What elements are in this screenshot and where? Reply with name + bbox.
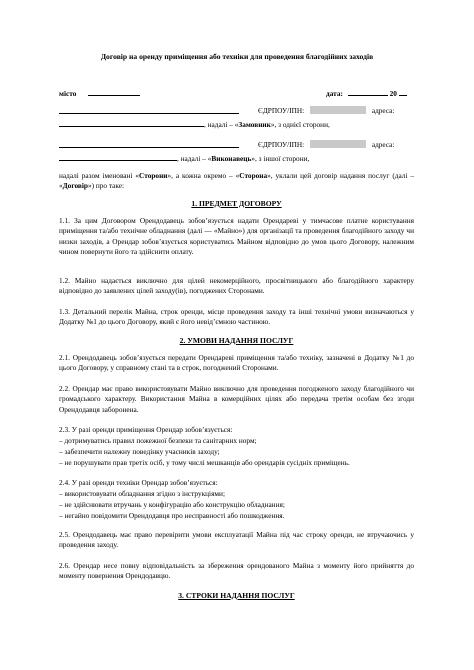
- city-blank[interactable]: [88, 88, 140, 96]
- clause-2-4-item-c: – негайно повідомити Орендодавця про несправності або пошкодження.: [59, 511, 285, 520]
- contractor-address-label: адреса:: [371, 140, 395, 149]
- customer-name-blank[interactable]: [59, 106, 239, 114]
- intro-paragraph: надалі разом іменовані «Сторони», а кожна окремо – «Сторона», уклали цей договір надання послуг (далі – «Договір») про таке:: [59, 171, 414, 191]
- clause-2-3-title: 2.3. У разі оренди приміщення Орендар зобов’язується:: [59, 425, 233, 434]
- date-line: [326, 88, 407, 99]
- clause-2-3-item-b: – забезпечити належну поведінку учасників заходу;: [59, 447, 220, 456]
- customer-line-2: [59, 119, 330, 130]
- contractor-role: Виконавець: [211, 154, 252, 163]
- clause-2-6: 2.6. Орендар несе повну відповідальність за збереження орендованого Майна з моменту його прийняття до моменту повернення Орендодавцю.: [59, 561, 414, 581]
- date-blank[interactable]: [348, 88, 388, 96]
- contractor-line-2: [59, 153, 309, 164]
- contractor-name-blank[interactable]: [59, 140, 239, 148]
- date-year: 20: [389, 89, 397, 98]
- customer-role: Замовник: [238, 120, 271, 129]
- clause-2-4-title: 2.4. У разі оренди техніки Орендар зобов’язується:: [59, 478, 218, 487]
- date-label: дата:: [326, 89, 343, 98]
- city-label: місто: [59, 89, 77, 98]
- customer-edrpou-label: ЄДРПОУ/ІПН:: [258, 106, 305, 115]
- clause-1-2: 1.2. Майно надається виключно для цілей некомерційного, просвітницького або благодійного характеру відповідно до заявлених цілей заходу(ів), погоджених Сторонами.: [59, 276, 414, 296]
- city-line: [59, 88, 140, 99]
- clause-2-5: 2.5. Орендодавець має право перевірити умови експлуатації Майна під час строку оренди, не втручаючись у проведення заходу.: [59, 530, 414, 550]
- customer-tail-post: », з однієї сторони,: [270, 120, 330, 129]
- clause-1-3: 1.3. Детальний перелік Майна, строк оренди, місце проведення заходу та інші технічні умови визначаються у Додатку №1 до цього Договору, який є його невід’ємною частиною.: [59, 307, 414, 327]
- customer-address-blank[interactable]: [59, 119, 204, 127]
- customer-line-1: [59, 106, 239, 117]
- contractor-edrpou-label: ЄДРПОУ/ІПН:: [258, 140, 305, 149]
- customer-edrpou-redacted: [310, 106, 366, 114]
- contractor-line-1: [59, 140, 239, 151]
- contractor-tail-post: », з іншої сторони,: [251, 154, 310, 163]
- clause-2-3-item-a: – дотримуватись правил пожежної безпеки та санітарних норм;: [59, 436, 257, 445]
- customer-tail-pre: , надалі – «: [204, 120, 239, 129]
- customer-ids: [258, 106, 394, 116]
- year-blank[interactable]: [399, 88, 407, 96]
- clause-2-1: 2.1. Орендодавець зобов’язується передати Орендареві приміщення та/або техніку, зазначені в Додатку №1 до цього Договору, у справному стані та в строк, погоджений Сторонами.: [59, 353, 414, 373]
- clause-2-3-item-c: – не порушувати прав третіх осіб, у тому числі мешканців або орендарів сусідніх приміщень.: [59, 458, 350, 467]
- customer-address-label: адреса:: [371, 106, 395, 115]
- clause-2-4-item-a: – використовувати обладнання згідно з інструкціями;: [59, 489, 225, 498]
- document-title: Договір на оренду приміщення або техніки для проведення благодійних заходів: [100, 52, 374, 61]
- clause-2-4-item-b: – не здійснювати втручань у конфігурацію або конструкцію обладнання;: [59, 500, 285, 509]
- clause-2-2: 2.2. Орендар має право використовувати Майно виключно для проведення погодженого заходу благодійного чи громадського характеру. Використання Майна в комерційних цілях або передача третім особам без згоди Орендодавця заборонена.: [59, 384, 414, 414]
- section-1-heading: 1. ПРЕДМЕТ ДОГОВОРУ: [191, 199, 282, 208]
- clause-1-1: 1.1. За цим Договором Орендодавець зобов’язується надати Орендареві у тимчасове платне користування приміщення та/або технічне обладнання (далі — «Майно») для організації та проведення благодійного заходу чи низки заходів, а Орендар зобов’язується користуватись Майном відповідно до умов цього Договору, належним чином повернути його та здійснити оплату.: [59, 216, 414, 256]
- section-2-heading: 2. УМОВИ НАДАННЯ ПОСЛУГ: [179, 336, 294, 345]
- contractor-ids: [258, 140, 394, 150]
- contractor-edrpou-redacted: [310, 140, 366, 148]
- contractor-tail-pre: , надалі – «: [177, 154, 212, 163]
- section-3-heading: 3. СТРОКИ НАДАННЯ ПОСЛУГ: [178, 591, 295, 600]
- contractor-address-blank[interactable]: [59, 153, 177, 161]
